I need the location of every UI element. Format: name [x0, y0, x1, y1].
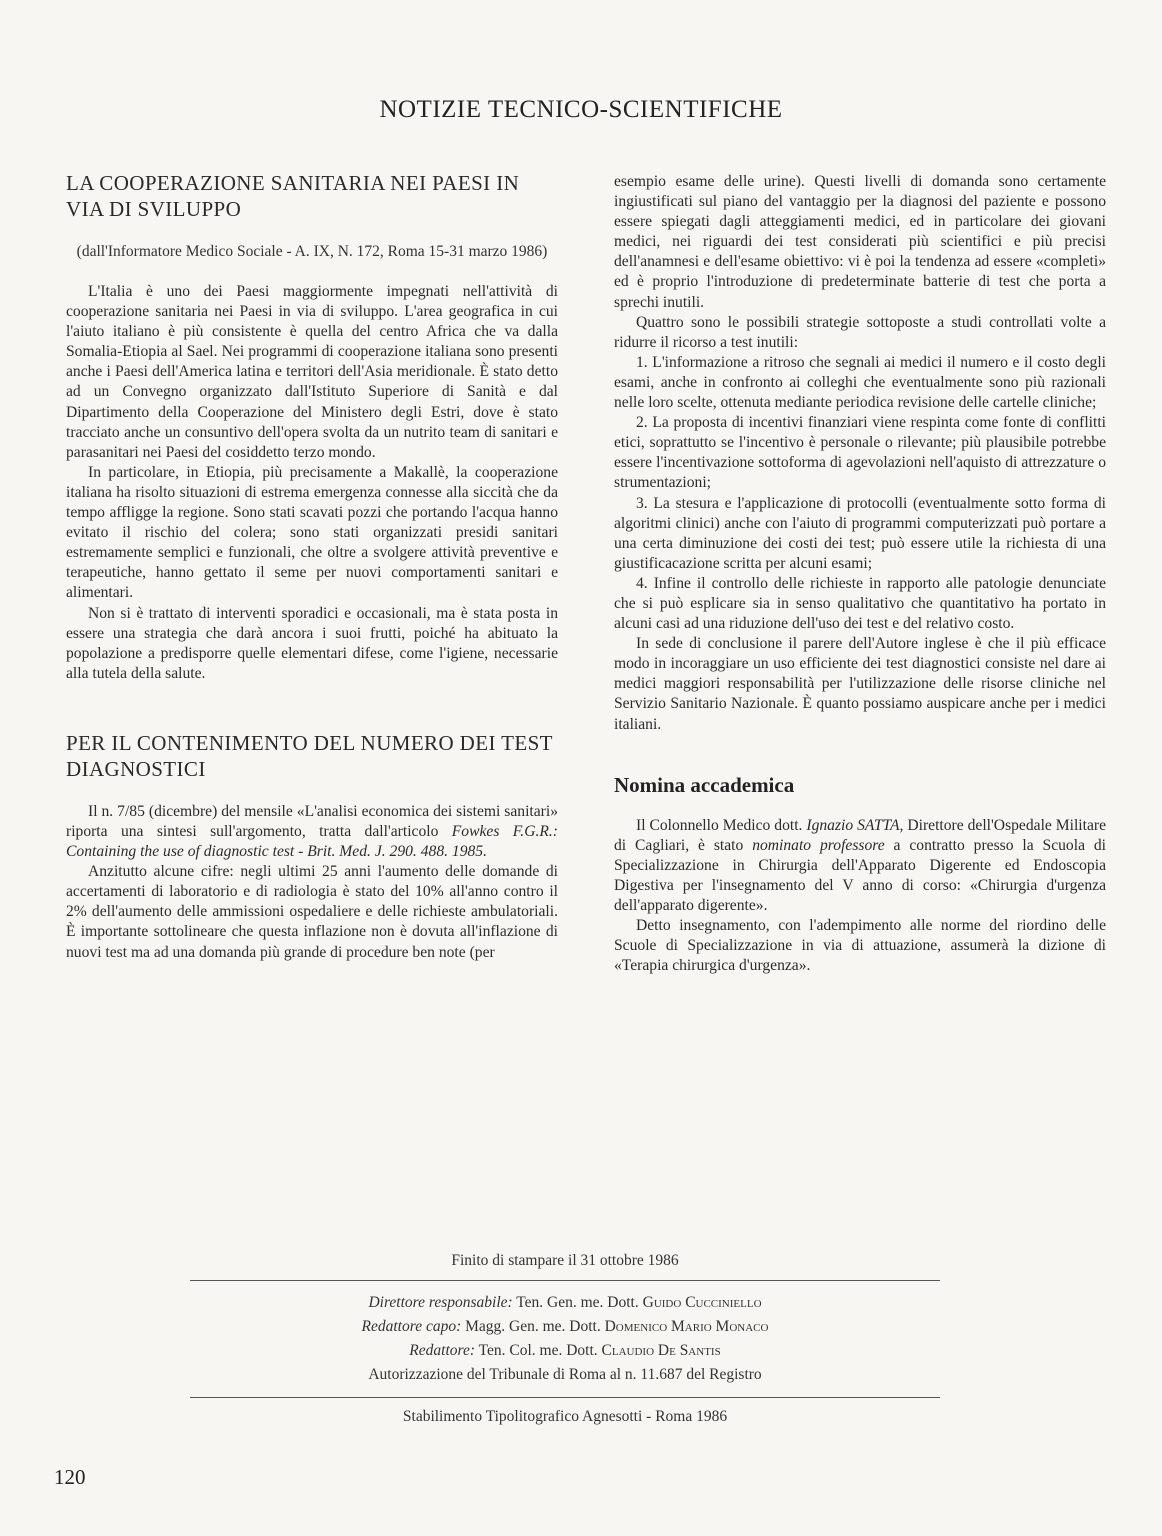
credit-name: Domenico Mario Monaco [604, 1318, 769, 1335]
strategy-item: 1. L'informazione a ritroso che segnali ai medici il numero e il costo degli esami, anche in confronto ai colleghi che eventualmente sono più razionali nelle loro scelte, ottenuta mediante periodica revisione delle cartelle cliniche; [614, 353, 1106, 412]
print-date: Finito di stampare il 31 ottobre 1986 [451, 1252, 679, 1269]
article3-paragraph [614, 816, 1106, 916]
credit-line [190, 1339, 940, 1363]
credit-label: Redattore: [409, 1342, 476, 1359]
divider [190, 1280, 940, 1281]
article2-title: PER IL CONTENIMENTO DEL NUMERO DEI TEST DIAGNOSTICI [66, 730, 553, 781]
article3-text: Direttore dell'Ospedale Militare di Cagliari, è stato [614, 816, 1106, 854]
printer-line: Stabilimento Tipolitografico Agnesotti - Roma 1986 [402, 1408, 728, 1425]
article2-paragraph: Anzitutto alcune cifre: negli ultimi 25 anni l'aumento delle domande di accertamenti di laboratorio e di radiologia è stato del 10% all'anno contro il 2% dell'aumento delle ammissioni ospedaliere e delle richieste ambulatoriali. È importante sottolineare che questa inflazione non è dovuta all'inflazione di nuovi test ma ad una domanda più grande di procedure ben note (per [66, 863, 558, 961]
credit-label: Direttore responsabile: [368, 1294, 513, 1311]
right-column [614, 172, 1106, 976]
article1-title: LA COOPERAZIONE SANITARIA NEI PAESI IN VIA DI SVILUPPO [66, 171, 520, 221]
page-number: 120 [54, 1465, 86, 1489]
page-header: NOTIZIE TECNICO-SCIENTIFICHE [379, 96, 783, 123]
credit-text: Magg. Gen. me. Dott. [465, 1318, 605, 1335]
article2-reference: Fowkes F.G.R.: Containing the use of diagnostic test - Brit. Med. J. 290. 488. 1985. [66, 822, 558, 861]
article3-text: Il Colonnello Medico dott. [636, 816, 807, 834]
article3-person: Ignazio SATTA, [806, 816, 904, 834]
credit-line [190, 1315, 940, 1339]
article3-text: a contratto presso la Scuola di Specializzazione in Chirurgia dell'Apparato Digerente ed Endoscopia Digestiva per l'insegnamento del V anno di corso: «Chirurgia d'urgenza dell'apparato digerente». [614, 836, 1106, 914]
article2-intro-text: Il n. 7/85 (dicembre) del mensile «L'analisi economica dei sistemi sanitari» riporta una sintesi sull'argomento, tratta dall'articolo [66, 802, 558, 840]
article2-continued: esempio esame delle urine). Questi livelli di domanda sono certamente ingiustificati sul piano del vantaggio per la diagnosi del paziente e possono essere spiegati dagli atteggiamenti medici, ed in particolare dei giovani medici, nei riguardi dei test considerati più scientifici e più precisi dell'anamnesi e dell'esame obiettivo: vi è poi la tendenza ad essere «completi» ed è proprio l'introduzione di predeterminate batterie di test che porta a sprechi inutili. [614, 173, 1106, 311]
credit-line [190, 1291, 940, 1315]
left-column [66, 170, 558, 963]
strategy-item: 2. La proposta di incentivi finanziari viene respinta come fonte di conflitti etici, soprattutto se l'incentivo è personale o rilevante; più plausibile potrebbe essere l'incentivazione sottoforma di agevolazioni nell'aquisto di attrezzature o strumentazioni; [614, 414, 1106, 492]
article1-paragraph: L'Italia è uno dei Paesi maggiormente impegnati nell'attività di cooperazione sanitaria nei Paesi in via di sviluppo. L'area geografica in cui l'aiuto italiano è più consistente è quella del centro Africa che va dalla Somalia-Etiopia al Sael. Nei programmi di cooperazione italiana sono presenti anche i Paesi dell'America latina e territori dell'Asia meridionale. È stato detto ad un Convegno organizzato dall'Istituto Superiore di Sanità e dal Dipartimento della Cooperazione del Ministero degli Estri, dove è stato tracciato anche un consuntivo dell'opera svolta da un nutrito team di sanitari e parasanitari nei Paesi del cosiddetto terzo mondo. [66, 283, 558, 461]
article2-conclusion: In sede di conclusione il parere dell'Autore inglese è che il più efficace modo in incoraggiare un uso efficiente dei test diagnostici consiste nel dare ai medici maggiori responsabilità per l'utilizzazione delle risorse cliniche nel Servizio Sanitario Nazionale. È quanto possiamo auspicare anche per i medici italiani. [614, 635, 1106, 733]
credit-label: Redattore capo: [361, 1318, 462, 1335]
article1-source: (dall'Informatore Medico Sociale - A. IX, N. 172, Roma 15-31 marzo 1986) [76, 243, 548, 260]
credit-name: Guido Cucciniello [642, 1294, 762, 1311]
article3-paragraph: Detto insegnamento, con l'adempimento alle norme del riordino delle Scuole di Specializzazione in via di attuazione, assumerà la dizione di «Terapia chirurgica d'urgenza». [614, 917, 1106, 975]
credit-name: Claudio De Santis [601, 1342, 721, 1359]
article3-title: Nomina accademica [614, 772, 795, 797]
article1-paragraph: In particolare, in Etiopia, più precisamente a Makallè, la cooperazione italiana ha risolto situazioni di estrema emergenza connesse alla siccità che da tempo affligge la regione. Sono stati scavati pozzi che portando l'acqua hanno evitato il rischio del colera; sono stati organizzati presidi sanitari estremamente semplici e funzionali, che oltre a svolgere attività preventive e terapeutiche, hanno gettato il seme per nuovi comportamenti sanitari e alimentari. [66, 463, 558, 602]
strategy-item: 4. Infine il controllo delle richieste in rapporto alle patologie denunciate che si può esplicare sia in senso qualitativo che quantitativo ha portato in alcuni casi ad una riduzione dell'uso dei test e del relativo costo. [614, 574, 1106, 633]
authorization: Autorizzazione del Tribunale di Roma al n. 11.687 del Registro [368, 1366, 762, 1383]
colophon [190, 1252, 940, 1426]
article3-emphasis: nominato professore [752, 836, 885, 854]
strategy-item: 3. La stesura e l'applicazione di protocolli (eventualmente sotto forma di algoritmi clinici) anche con l'aiuto di programmi computerizzati può portare a una certa diminuzione dei costi dei test; può essere utile la richiesta di una giustificacazione scritta per alcuni esami; [614, 494, 1106, 572]
credit-text: Ten. Gen. me. Dott. [516, 1294, 643, 1311]
divider [190, 1397, 940, 1398]
article2-paragraph: Quattro sono le possibili strategie sottoposte a studi controllati volte a ridurre il ricorso a test inutili: [614, 313, 1106, 351]
article2-intro [66, 802, 558, 862]
credit-text: Ten. Col. me. Dott. [478, 1342, 602, 1359]
article1-paragraph: Non si è trattato di interventi sporadici e occasionali, ma è stata posta in essere una strategia che darà ancora i suoi frutti, poiché ha abituato la popolazione a predisporre quelle elementari difese, come l'igiene, necessarie alla tutela della salute. [66, 604, 558, 682]
